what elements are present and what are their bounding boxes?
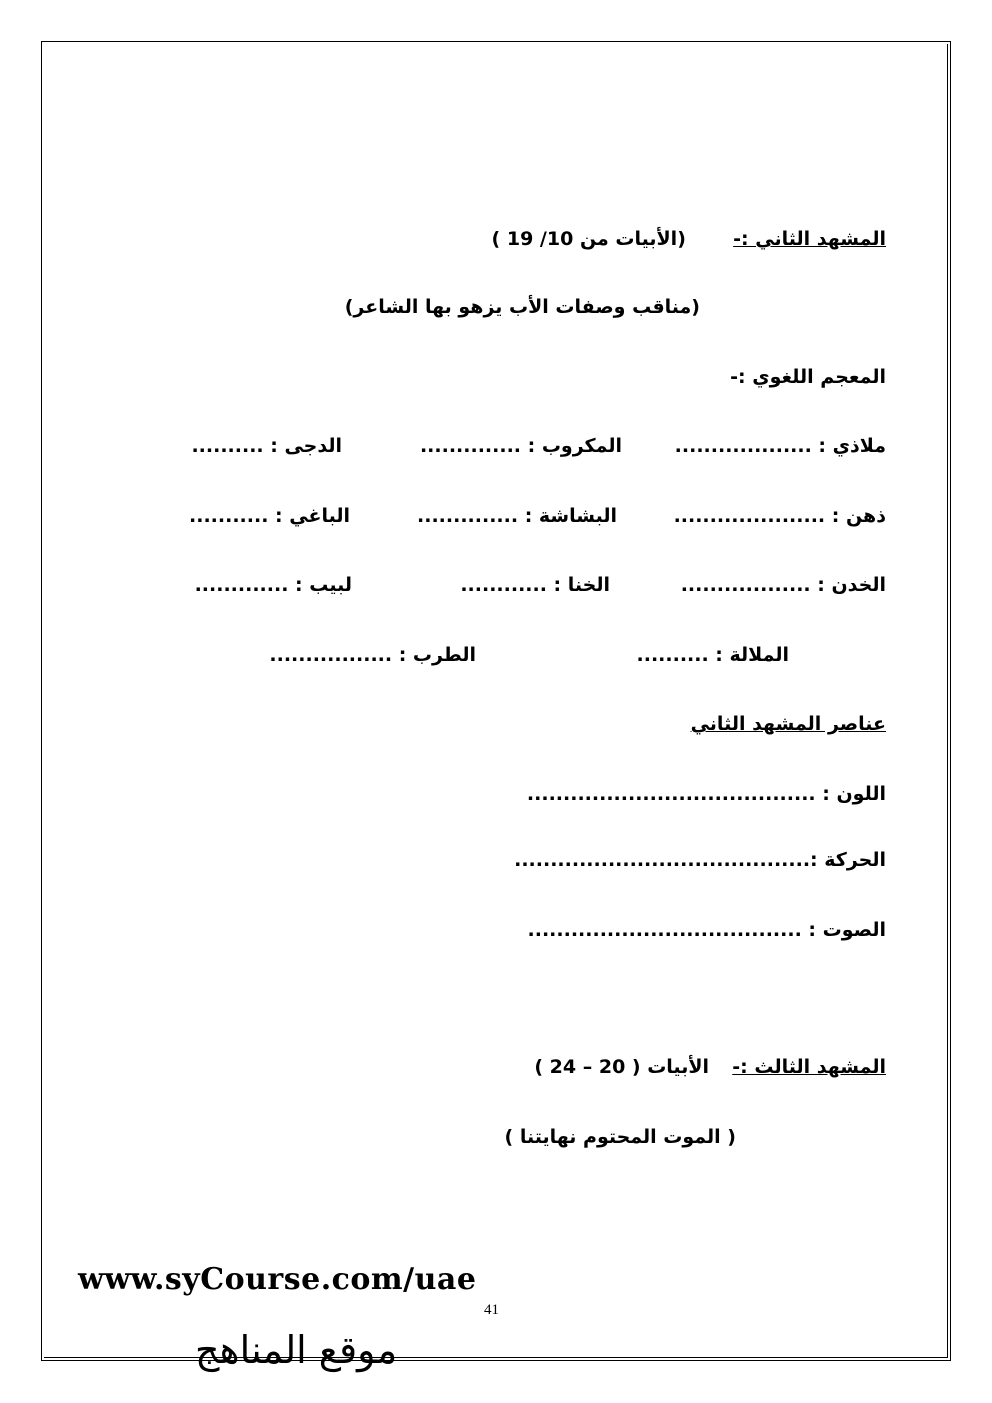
lexicon-item-albaghi: الباغي : ........... bbox=[189, 505, 350, 527]
lexicon-item-alkhana: الخنا : ............ bbox=[460, 574, 610, 596]
lexicon-item-altarab: الطرب : ................. bbox=[269, 644, 476, 666]
element-color: اللون : ........................................ bbox=[526, 783, 886, 805]
lexicon-item-dhihn: ذهن : ..................... bbox=[673, 505, 886, 527]
lexicon-item-albashasha: البشاشة : .............. bbox=[417, 505, 617, 527]
scene2-heading: المشهد الثاني :- bbox=[733, 228, 886, 250]
site-logo: موقع المناهج bbox=[195, 1328, 398, 1372]
scene3-verses: الأبيات ( 20 – 24 ) bbox=[534, 1056, 709, 1078]
lexicon-item-aldoja: الدجى : .......... bbox=[191, 435, 342, 457]
lexicon-item-mladhi: ملاذي : ................... bbox=[674, 435, 886, 457]
scene2-heading-line bbox=[492, 228, 886, 250]
lexicon-item-almakroub: المكروب : .............. bbox=[419, 435, 622, 457]
elements-heading: عناصر المشهد الثاني bbox=[690, 713, 886, 735]
lexicon-item-labib: لبيب : ............. bbox=[194, 574, 352, 596]
page-number: 41 bbox=[484, 1302, 499, 1318]
scene2-theme: (مناقب وصفات الأب يزهو بها الشاعر) bbox=[344, 296, 700, 318]
lexicon-heading: المعجم اللغوي :- bbox=[730, 366, 886, 388]
scene2-verses: (الأبيات من 10/ 19 ) bbox=[491, 228, 686, 250]
element-sound: الصوت : ...................................... bbox=[527, 919, 886, 941]
scene3-heading: المشهد الثالث :- bbox=[732, 1056, 886, 1078]
footer-url: www.syCourse.com/uae bbox=[78, 1262, 477, 1297]
scene3-theme: ( الموت المحتوم نهايتنا ) bbox=[504, 1126, 736, 1148]
lexicon-item-almalala: الملالة : .......... bbox=[636, 644, 789, 666]
lexicon-item-alkhidn: الخدن : .................. bbox=[680, 574, 886, 596]
element-motion: الحركة :......................................... bbox=[514, 849, 886, 871]
scene3-heading-line bbox=[534, 1056, 886, 1078]
